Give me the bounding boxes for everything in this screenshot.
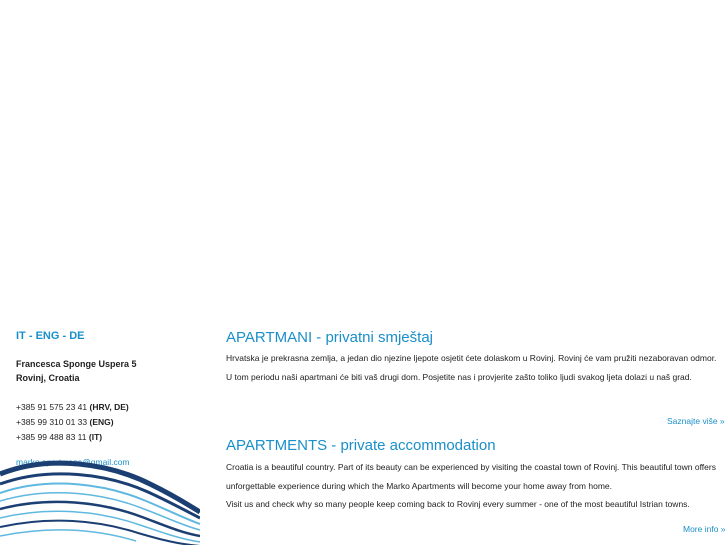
phone-language: (HRV, DE) — [89, 402, 129, 412]
read-more-link-hr[interactable]: Saznajte više » — [667, 416, 725, 426]
language-separator: - — [28, 330, 33, 342]
phone-item — [16, 400, 129, 415]
language-separator: - — [62, 330, 67, 342]
section-title-en: APARTMENTS - private accommodation — [226, 437, 496, 454]
phone-item — [16, 430, 129, 445]
phone-language: (IT) — [88, 432, 103, 442]
phone-number: +385 99 488 83 11 — [16, 432, 87, 442]
phone-number: +385 91 575 23 41 — [16, 402, 88, 412]
read-more-link-en[interactable]: More info » — [683, 524, 726, 534]
address-city: Rovinj, Croatia — [16, 373, 80, 383]
section-paragraph-en: Croatia is a beautiful country. Part of its beauty can be experienced by visiting the coastal town of Rovinj. This beautiful town offers unforgettable experience during which the Marko Apartments will become your home away from home. — [226, 462, 716, 491]
section-paragraph-en-2: Visit us and check why so many people keep coming back to Rovinj every summer - one of the most beautiful Istrian towns. — [226, 499, 690, 509]
address-street: Francesca Sponge Uspera 5 — [16, 359, 137, 369]
email-link[interactable]: marko.apartmans@gmail.com — [16, 457, 130, 467]
waves-decoration — [0, 456, 200, 545]
phone-language: (ENG) — [89, 417, 114, 427]
section-title-hr: APARTMANI - privatni smještaj — [226, 329, 433, 346]
section-text-hr: Hrvatska je prekrasna zemlja, a jedan dio njezine ljepote osjetit ćete dolaskom u Rovinj. Rovinj će vam pružiti nezaboravan odmor. U tom periodu naši apartmani će biti vaš drugi dom. Posjetite nas i provjerite zašto toliko ljudi svakog ljeta dolazi u naš grad. — [226, 353, 717, 382]
language-link-de[interactable]: DE — [69, 330, 85, 342]
section-text-en — [226, 458, 721, 514]
language-switcher — [16, 330, 85, 342]
language-link-eng[interactable]: ENG — [35, 330, 60, 342]
phone-list — [16, 400, 129, 445]
phone-item — [16, 415, 129, 430]
language-link-it[interactable]: IT — [16, 330, 26, 342]
phone-number: +385 99 310 01 33 — [16, 417, 88, 427]
address — [16, 357, 137, 385]
